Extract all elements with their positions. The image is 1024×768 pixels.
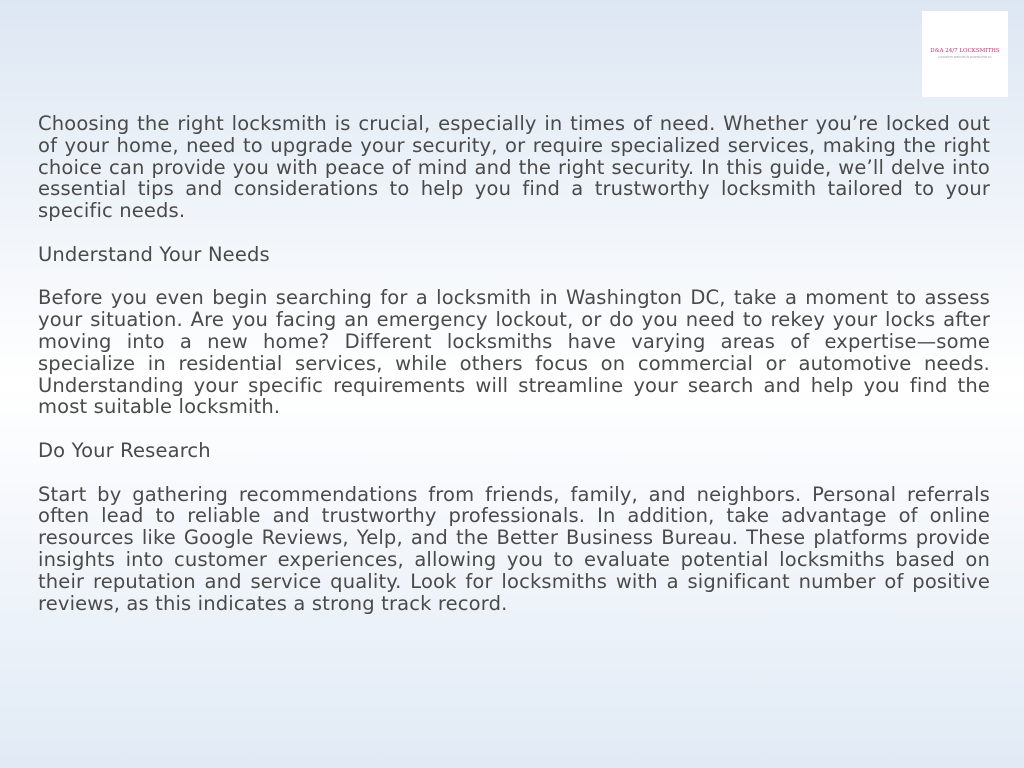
intro-paragraph: Choosing the right locksmith is crucial, especially in times of need. Whether you’re locked out of your home, need to upgrade your security, or require specialized services, making the right choice can provide you with peace of mind and the right security. In this guide, we’ll delve into essential tips and considerations to help you find a trustworthy locksmith tailored to your specific needs. xyxy=(38,112,990,223)
section-body-understand-needs: Before you even begin searching for a locksmith in Washington DC, take a moment to assess your situation. Are you facing an emergency lockout, or do you need to rekey your locks after moving into a new home? Different locksmiths have varying areas of expertise—some specialize in residential services, while others focus on commercial or automotive needs. Understanding your specific requirements will streamline your search and help you find the most suitable locksmith. xyxy=(38,286,990,419)
section-body-do-research: Start by gathering recommendations from friends, family, and neighbors. Personal referrals often lead to reliable and trustworthy professionals. In addition, take advantage of online resources like Google Reviews, Yelp, and the Better Business Bureau. These platforms provide insights into customer experiences, allowing you to evaluate potential locksmiths based on their reputation and service quality. Look for locksmiths with a significant number of positive reviews, as this indicates a strong track record. xyxy=(38,482,990,615)
logo-tagline: LOCKSMITH SERVICES IN WASHINGTON DC xyxy=(938,55,992,59)
company-logo xyxy=(922,11,1008,97)
section-heading-do-research: Do Your Research xyxy=(38,438,211,462)
article-content xyxy=(38,113,990,636)
logo-name: D&A 24/7 LOCKSMITHS xyxy=(930,48,1000,54)
section-heading-understand-needs: Understand Your Needs xyxy=(38,242,270,266)
